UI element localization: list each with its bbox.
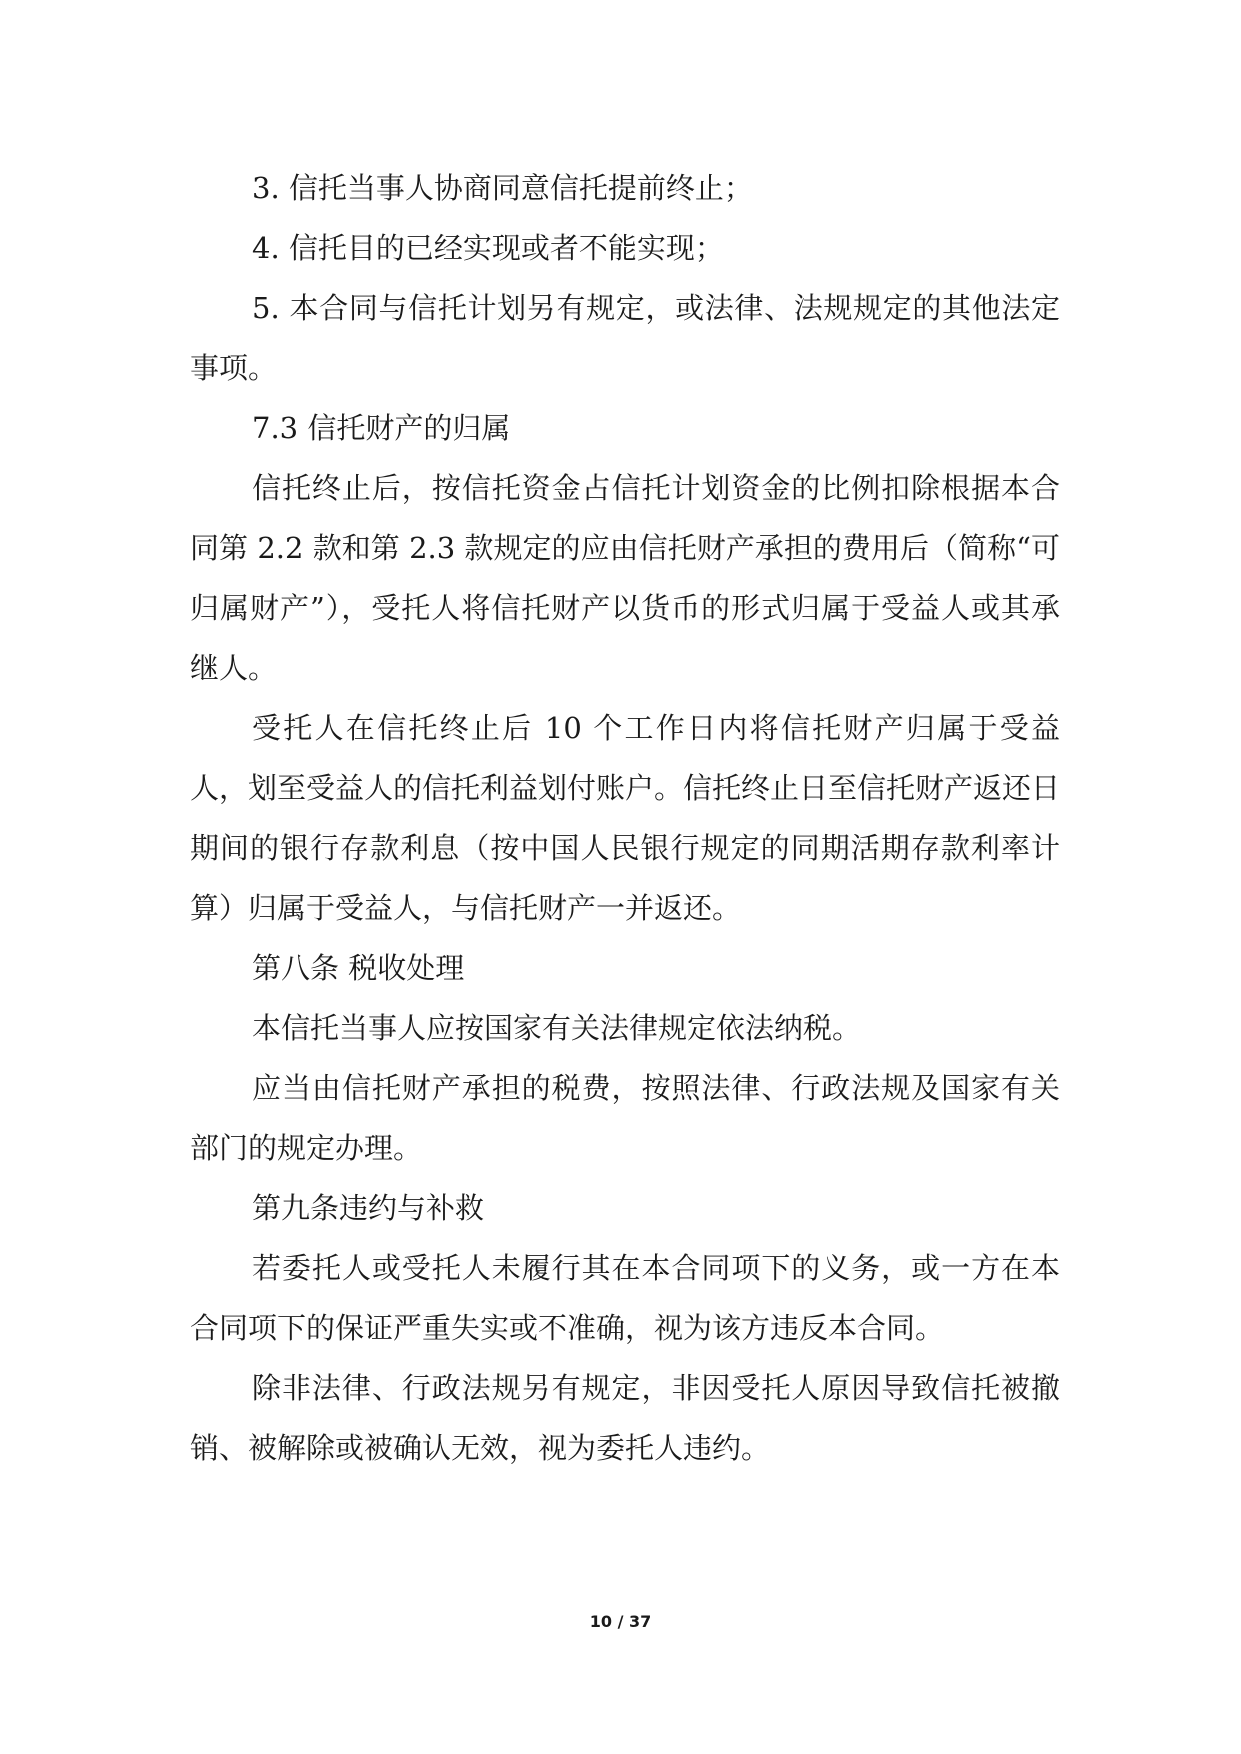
paragraph-trust-property-attribution: 信托终止后，按信托资金占信托计划资金的比例扣除根据本合同第 2.2 款和第 2.3 款规定的应由信托财产承担的费用后（简称“可归属财产”），受托人将信托财产以货币的形式归属于受益人或其承继人。 xyxy=(190,471,1060,685)
list-item-4: 4. 信托目的已经实现或者不能实现； xyxy=(252,231,724,265)
list-item-3: 3. 信托当事人协商同意信托提前终止； xyxy=(252,171,753,205)
paragraph-settlor-breach: 除非法律、行政法规另有规定，非因受托人原因导致信托被撤销、被解除或被确认无效，视为委托人违约。 xyxy=(190,1371,1060,1465)
paragraph-trustee-transfer: 受托人在信托终止后 10 个工作日内将信托财产归属于受益人，划至受益人的信托利益划付账户。信托终止日至信托财产返还日期间的银行存款利息（按中国人民银行规定的同期活期存款利率计算）归属于受益人，与信托财产一并返还。 xyxy=(190,711,1061,925)
article-heading-9: 第九条违约与补救 xyxy=(252,1191,485,1225)
paragraph-breach-definition: 若委托人或受托人未履行其在本合同项下的义务，或一方在本合同项下的保证严重失实或不准确，视为该方违反本合同。 xyxy=(190,1251,1060,1345)
article-heading-8: 第八条 税收处理 xyxy=(252,951,465,985)
paragraph-tax-obligation: 本信托当事人应按国家有关法律规定依法纳税。 xyxy=(252,1011,862,1045)
paragraph-tax-handling: 应当由信托财产承担的税费，按照法律、行政法规及国家有关部门的规定办理。 xyxy=(190,1071,1060,1165)
section-heading-7-3: 7.3 信托财产的归属 xyxy=(252,411,511,445)
document-body xyxy=(190,158,1060,1478)
list-item-5: 5. 本合同与信托计划另有规定，或法律、法规规定的其他法定事项。 xyxy=(190,291,1060,385)
page-number: 10 / 37 xyxy=(589,1612,652,1631)
